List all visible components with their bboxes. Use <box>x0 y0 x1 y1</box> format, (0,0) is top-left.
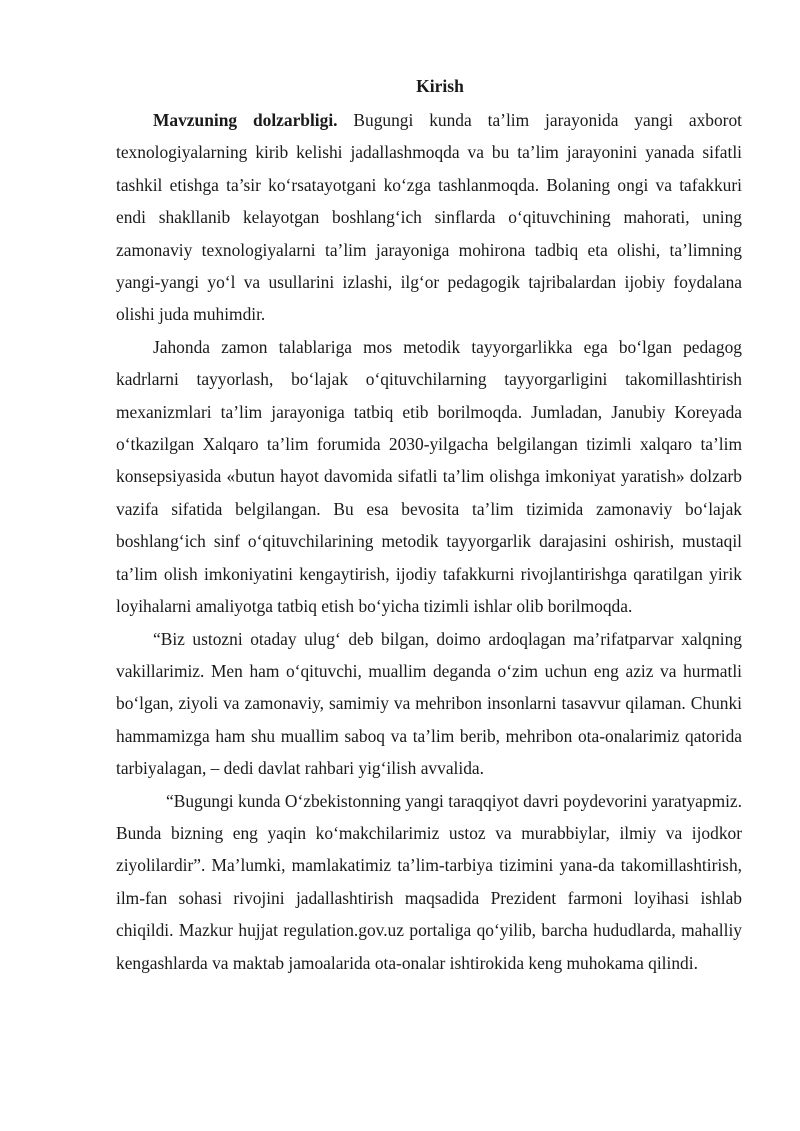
paragraph-text: “Biz ustozni otaday ulug‘ deb bilgan, doimo ardoqlagan ma’rifatparvar xalqning vakillarimiz. Men ham o‘qituvchi, muallim deganda o‘zim uchun eng aziz va hurmatli bo‘lgan, ziyoli va zamonaviy, samimiy va mehribon insonlarni tasavvur qilaman. Chunki hammamizga ham shu muallim saboq va ta’lim berib, mehribon ota-onalarimiz qatorida tarbiyalagan, – dedi davlat rahbari yig‘ilish avvalida. <box>116 628 742 779</box>
paragraph-lead: Mavzuning dolzarbligi. <box>153 110 338 130</box>
paragraph-text: Jahonda zamon talablariga mos metodik tayyorgarlikka ega bo‘lgan pedagog kadrlarni tayyorlash, bo‘lajak o‘qituvchilarning tayyorgarligini takomillashtirish mexanizmlari ta’lim jarayoniga tatbiq etib borilmoqda. Jumladan, Janubiy Koreyada o‘tkazilgan Xalqaro ta’lim forumida 2030-yilgacha belgilangan tizimli xalqaro ta’lim konsepsiyasida «butun hayot davomida sifatli ta’lim olishga imkoniyat yaratish» dolzarb vazifa sifatida belgilangan. Bu esa bevosita ta’lim tizimida zamonaviy bo‘lajak boshlang‘ich sinf o‘qituvchilarining metodik tayyorgarlik darajasini oshirish, mustaqil ta’lim olish imkoniyatini kengaytirish, ijodiy tafakkurni rivojlantirishga qaratilgan yirik loyihalarni amaliyotga tatbiq etish bo‘yicha tizimli ishlar olib borilmoqda. <box>116 336 742 617</box>
paragraph-text: Bugungi kunda ta’lim jarayonida yangi axborot texnologiyalarning kirib kelishi jadallashmoqda va bu ta’lim jarayonini yanada sifatli tashkil etishga ta’sir ko‘rsatayotgani ko‘zga tashlanmoqda. Bolaning ongi va tafakkuri endi shakllanib kelayotgan boshlang‘ich sinflarda o‘qituvchining mahorati, uning zamonaviy texnologiyalarni ta’lim jarayoniga mohirona tadbiq eta olishi, ta’limning yangi-yangi yo‘l va usullarini izlashi, ilg‘or pedagogik tajribalardan ijobiy foydalana olishi juda muhimdir. <box>116 110 742 325</box>
paragraph-quote-2 <box>116 785 742 979</box>
paragraph-world <box>116 331 742 623</box>
paragraph-text: “Bugungi kunda O‘zbekistonning yangi taraqqiyot davri poydevorini yaratyapmiz. Bunda bizning eng yaqin ko‘makchilarimiz ustoz va murabbiylar, ilmiy va ijodkor ziyolilardir”. Ma’lumki, mamlakatimiz ta’lim-tarbiya tizimini yana-da takomillashtirish, ilm-fan sohasi rivojini jadallashtirish maqsadida Prezident farmoni loyihasi ishlab chiqildi. Mazkur hujjat regulation.gov.uz portaliga qo‘yilib, barcha hududlarda, mahalliy kengashlarda va maktab jamoalarida ota-onalar ishtirokida keng muhokama qilindi. <box>116 790 742 973</box>
paragraph-relevance <box>116 104 742 331</box>
page-title: Kirish <box>416 76 464 96</box>
paragraph-quote-1 <box>116 623 742 785</box>
document-body <box>116 104 742 979</box>
